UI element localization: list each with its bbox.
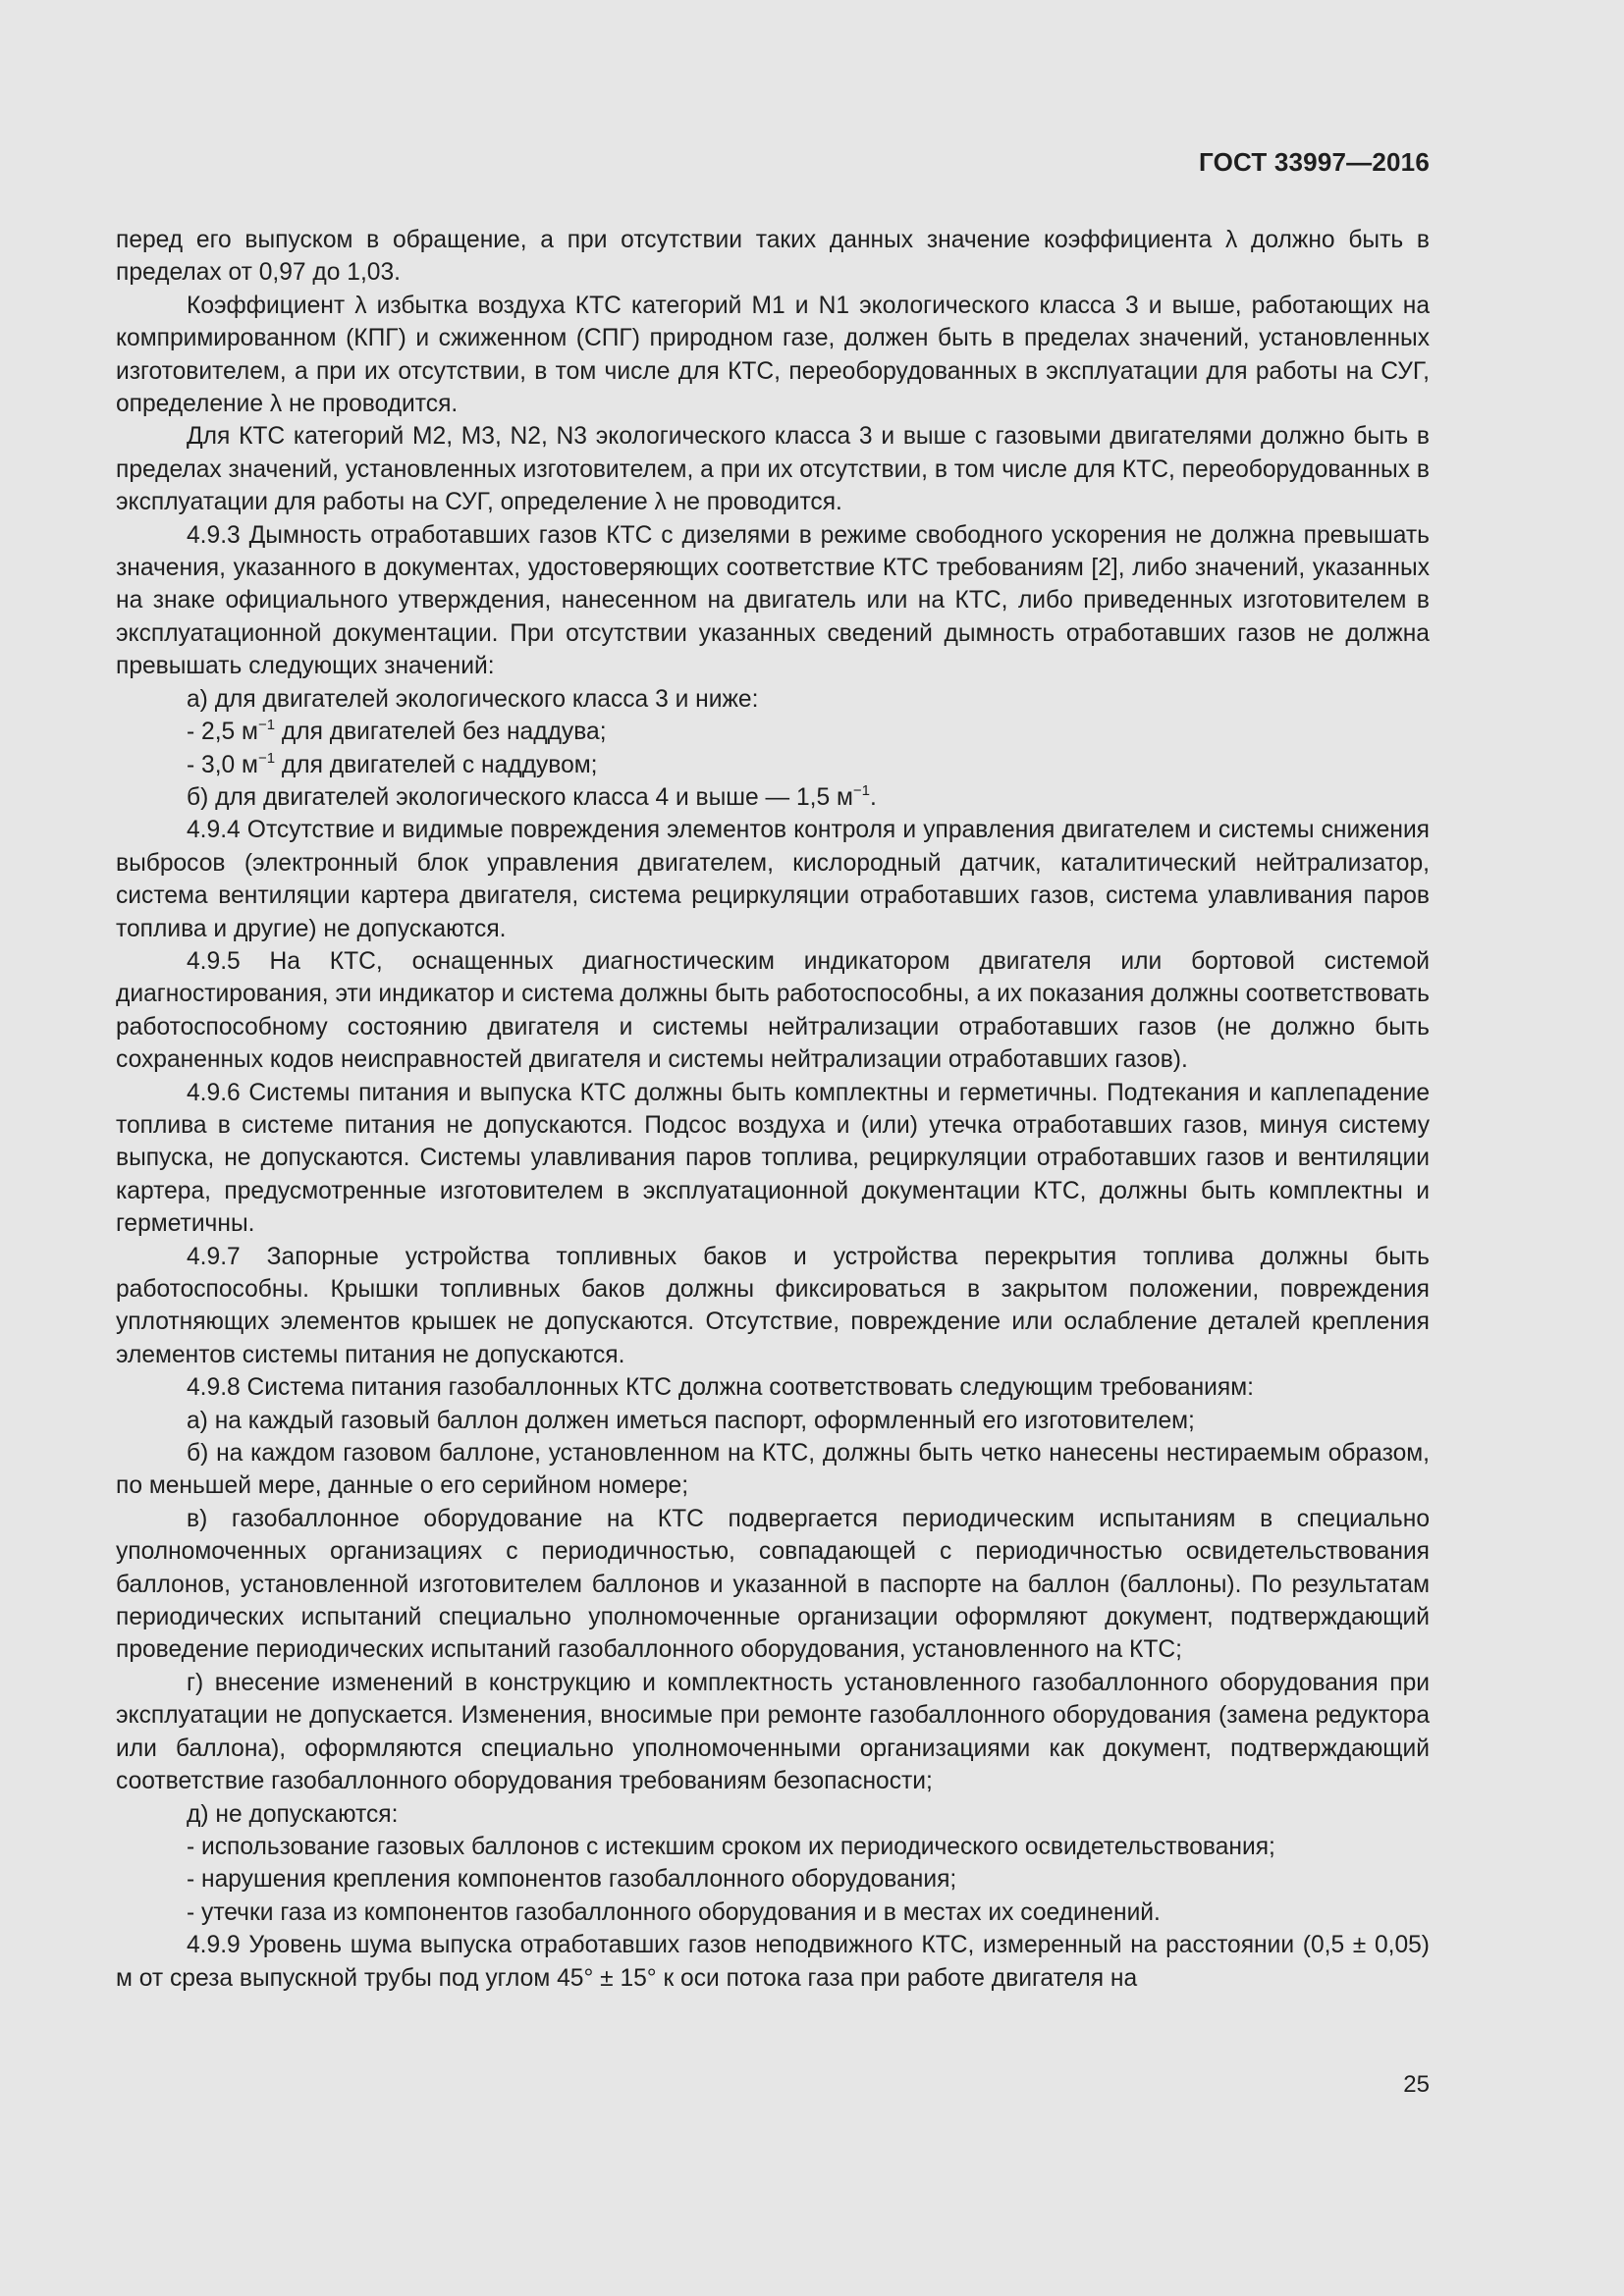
list-item: - утечки газа из компонентов газобаллонного оборудования и в местах их соединений. xyxy=(187,1898,1161,1926)
section-4-9-5: 4.9.5 На КТС, оснащенных диагностическим индикатором двигателя или бортовой системой диагностирования, эти индикатор и система должны быть работоспособны, а их показания должны соответствовать работоспособному состоянию двигателя и системы нейтрализации отработавших газов (не должно быть сохраненных кодов неисправностей двигателя и системы нейтрализации отработавших газов). xyxy=(116,947,1430,1074)
list-item: а) на каждый газовый баллон должен иметься паспорт, оформленный его изготовителем; xyxy=(187,1407,1195,1434)
section-4-9-9: 4.9.9 Уровень шума выпуска отработавших газов неподвижного КТС, измеренный на расстоянии (0,5 ± 0,05) м от среза выпускной трубы под углом 45° ± 15° к оси потока газа при работе двигателя на xyxy=(116,1932,1430,1992)
superscript: −1 xyxy=(257,717,276,734)
paragraph: Для КТС категорий M2, M3, N2, N3 экологического класса 3 и выше с газовыми двигателями должно быть в пределах значений, установленных изготовителем, а при их отсутствии, в том числе для КТС, переоборудованных в эксплуатации для работы на СУГ, определение λ не проводится. xyxy=(116,423,1430,516)
list-item xyxy=(116,716,1430,748)
document-code-header: ГОСТ 33997—2016 xyxy=(1199,147,1430,177)
list-item: д) не допускаются: xyxy=(187,1800,399,1828)
list-item: - нарушения крепления компонентов газобаллонного оборудования; xyxy=(187,1866,957,1894)
list-item-text: - 2,5 м xyxy=(187,719,258,746)
superscript: −1 xyxy=(257,749,276,767)
section-4-9-4: 4.9.4 Отсутствие и видимые повреждения элементов контроля и управления двигателем и системы снижения выбросов (электронный блок управления двигателем, кислородный датчик, каталитический нейтрализатор, система вентиляции картера двигателя, система рециркуляции отработавших газов, система улавливания паров топлива и другие) не допускаются. xyxy=(116,817,1430,942)
list-item: г) внесение изменений в конструкцию и комплектность установленного газобаллонного оборудования при эксплуатации не допускается. Изменения, вносимые при ремонте газобаллонного оборудования (замена редуктора или баллона), оформляются специально уполномоченными организациями как документ, подтверждающий соответствие газобаллонного оборудования требованиям безопасности; xyxy=(116,1669,1430,1795)
list-item: б) на каждом газовом баллоне, установленном на КТС, должны быть четко нанесены нестираемым образом, по меньшей мере, данные о его серийном номере; xyxy=(116,1440,1430,1500)
list-item xyxy=(116,749,1430,781)
list-item: - использование газовых баллонов с истекшим сроком их периодического освидетельствования; xyxy=(187,1833,1275,1860)
section-4-9-7: 4.9.7 Запорные устройства топливных баков и устройства перекрытия топлива должны быть работоспособны. Крышки топливных баков должны фиксироваться в закрытом положении, повреждения уплотняющих элементов крышек не допускаются. Отсутствие, повреждение или ослабление деталей крепления элементов системы питания не допускаются. xyxy=(116,1243,1430,1368)
superscript: −1 xyxy=(852,781,871,799)
list-item xyxy=(116,781,1430,814)
paragraph: Коэффициент λ избытка воздуха КТС категорий M1 и N1 экологического класса 3 и выше, работающих на компримированном (КПГ) и сжиженном (СПГ) природном газе, должен быть в пределах значений, установленных изготовителем, а при их отсутствии, в том числе для КТС, переоборудованных в эксплуатации для работы на СУГ, определение λ не проводится. xyxy=(116,292,1430,418)
list-item-text: б) для двигателей экологического класса 4 и выше — 1,5 м xyxy=(187,783,853,811)
list-item: а) для двигателей экологического класса 3 и ниже: xyxy=(187,685,759,713)
list-item: в) газобаллонное оборудование на КТС подвергается периодическим испытаниям в специально уполномоченных организациях с периодичностью, совпадающей с периодичностью освидетельствования баллонов, установленной изготовителем баллонов и указанной в паспорте на баллон (баллоны). По результатам периодических испытаний специально уполномоченные организации оформляют документ, подтверждающий проведение периодических испытаний газобаллонного оборудования, установленного на КТС; xyxy=(116,1505,1430,1664)
section-4-9-8: 4.9.8 Система питания газобаллонных КТС должна соответствовать следующим требованиям: xyxy=(187,1374,1254,1402)
section-4-9-6: 4.9.6 Системы питания и выпуска КТС должны быть комплектны и герметичны. Подтекания и каплепадение топлива в системе питания не допускаются. Подсос воздуха и (или) утечка отработавших газов, минуя систему выпуска, не допускаются. Системы улавливания паров топлива, рециркуляции отработавших газов и вентиляции картера, предусмотренные изготовителем в эксплуатационной документации КТС, должны быть комплектны и герметичны. xyxy=(116,1079,1430,1238)
page-number: 25 xyxy=(1403,2071,1430,2098)
document-body xyxy=(116,224,1430,1995)
list-item-text: . xyxy=(870,783,877,811)
list-item-text: для двигателей с наддувом; xyxy=(275,751,598,778)
list-item-text: - 3,0 м xyxy=(187,751,258,778)
section-4-9-3: 4.9.3 Дымность отработавших газов КТС с дизелями в режиме свободного ускорения не должна превышать значения, указанного в документах, удостоверяющих соответствие КТС требованиям [2], либо значений, указанных на знаке официального утверждения, нанесенном на двигатель или на КТС, либо приведенных изготовителем в эксплуатационной документации. При отсутствии указанных сведений дымность отработавших газов не должна превышать следующих значений: xyxy=(116,521,1430,680)
list-item-text: для двигателей без наддува; xyxy=(275,719,607,746)
paragraph: перед его выпуском в обращение, а при отсутствии таких данных значение коэффициента λ должно быть в пределах от 0,97 до 1,03. xyxy=(116,227,1430,287)
